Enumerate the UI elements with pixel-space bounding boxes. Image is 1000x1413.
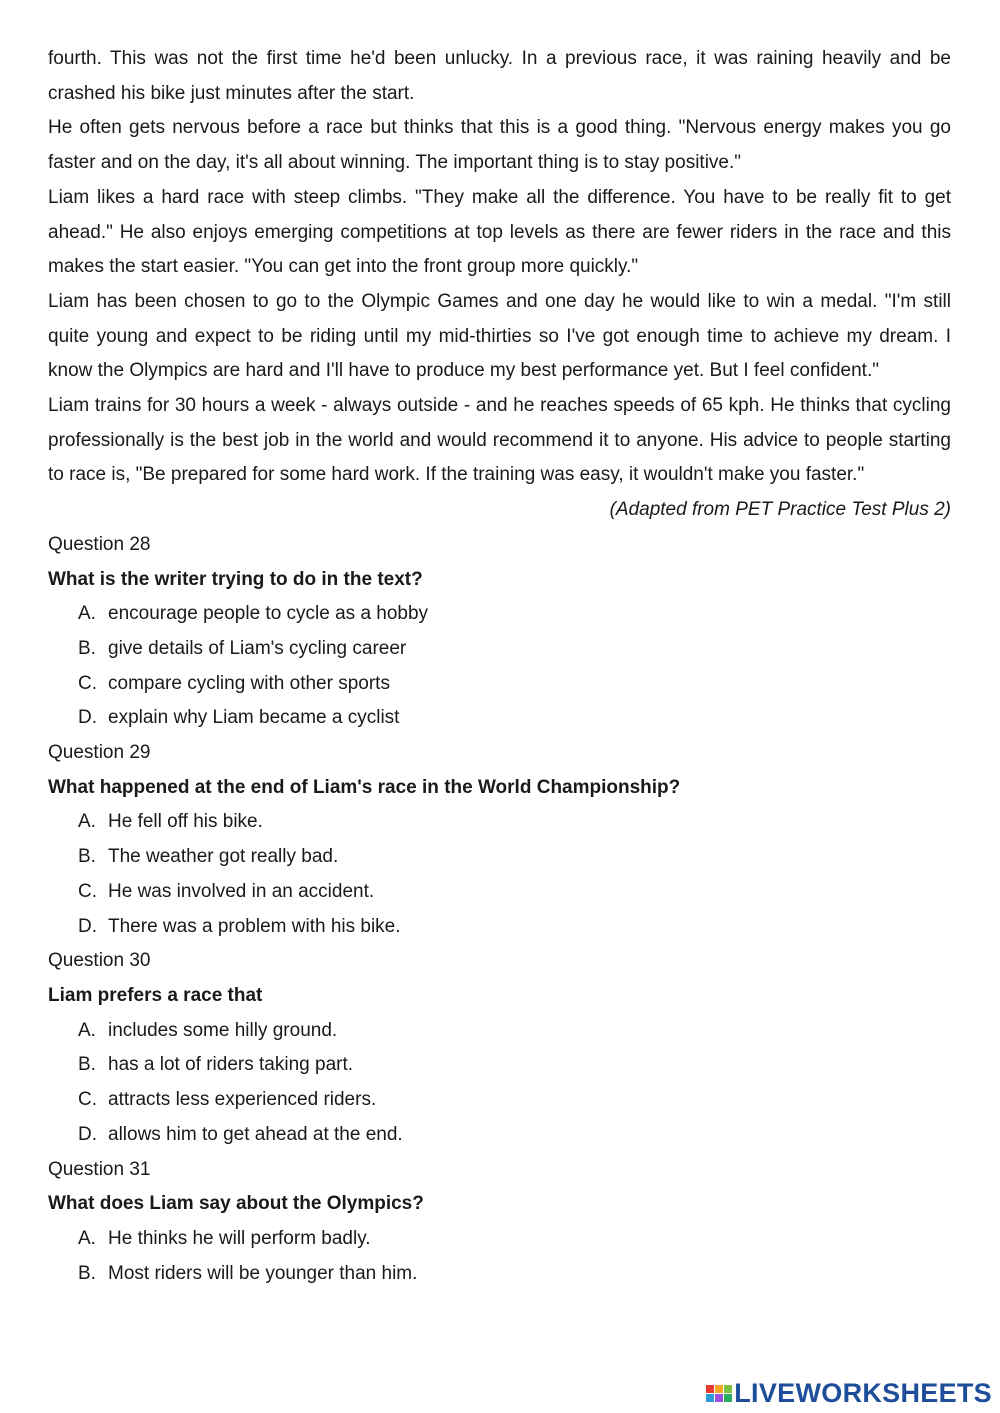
logo-text: LIVEWORKSHEETS (734, 1377, 992, 1408)
option-letter: B. (78, 1054, 96, 1076)
question-number: Question 31 (48, 1158, 151, 1180)
passage-source: (Adapted from PET Practice Test Plus 2) (609, 499, 951, 521)
question-stem: What is the writer trying to do in the text? (48, 568, 423, 590)
option-letter: A. (78, 1227, 96, 1249)
option-text: encourage people to cycle as a hobby (108, 603, 429, 625)
option-text: The weather got really bad. (108, 846, 339, 868)
passage-paragraph: Liam has been chosen to go to the Olympic Games and one day he would like to win a medal. "I'm still quite young and expect to be riding until my mid-thirties so I've got enough time to achieve my dream. I know the Olympics are hard and I'll have to produce my best performance yet. But I feel confident." (48, 290, 951, 382)
answer-option[interactable] (78, 805, 951, 840)
passage-paragraph: He often gets nervous before a race but thinks that this is a good thing. "Nervous energy makes you go faster and on the day, it's all about winning. The important thing is to stay positive." (48, 117, 951, 174)
answer-option[interactable] (78, 875, 951, 910)
question-number: Question 29 (48, 742, 151, 764)
option-text: has a lot of riders taking part. (108, 1054, 354, 1076)
option-text: give details of Liam's cycling career (108, 637, 407, 659)
logo-mark-tile (706, 1385, 714, 1393)
option-letter: D. (78, 1123, 97, 1145)
option-text: compare cycling with other sports (108, 672, 390, 694)
option-text: explain why Liam became a cyclist (108, 707, 400, 729)
option-letter: B. (78, 1262, 96, 1284)
option-letter: B. (78, 846, 96, 868)
option-text: He fell off his bike. (108, 811, 263, 833)
option-letter: D. (78, 915, 97, 937)
logo-mark-tile (724, 1394, 732, 1402)
passage-paragraph: fourth. This was not the first time he'd been unlucky. In a previous race, it was raining heavily and be crashed his bike just minutes after the start. (48, 48, 951, 104)
option-text: includes some hilly ground. (108, 1019, 338, 1041)
option-letter: C. (78, 1089, 97, 1111)
liveworksheets-logo[interactable] (706, 1377, 992, 1409)
answer-options (48, 805, 951, 944)
answer-option[interactable] (78, 701, 951, 736)
passage-paragraph: Liam likes a hard race with steep climbs. "They make all the difference. You have to be really fit to get ahead." He also enjoys emerging competitions at top levels as there are fewer riders in the race and this makes the start easier. "You can get into the front group more quickly." (48, 186, 951, 278)
answer-option[interactable] (78, 667, 951, 702)
option-letter: C. (78, 672, 97, 694)
answer-option[interactable] (78, 1048, 951, 1083)
question-stem: Liam prefers a race that (48, 984, 263, 1006)
option-letter: A. (78, 1019, 96, 1041)
logo-mark-tile (715, 1385, 723, 1393)
question-number: Question 28 (48, 533, 151, 555)
answer-option[interactable] (78, 1257, 951, 1292)
option-letter: C. (78, 880, 97, 902)
answer-option[interactable] (78, 597, 951, 632)
question-block (48, 944, 951, 1152)
answer-options (48, 597, 951, 736)
question-number: Question 30 (48, 950, 151, 972)
answer-option[interactable] (78, 632, 951, 667)
option-letter: B. (78, 637, 96, 659)
option-text: Most riders will be younger than him. (108, 1262, 418, 1284)
question-block (48, 528, 951, 736)
answer-option[interactable] (78, 1118, 951, 1153)
answer-option[interactable] (78, 840, 951, 875)
option-letter: A. (78, 811, 96, 833)
logo-mark-tile (724, 1385, 732, 1393)
option-text: allows him to get ahead at the end. (108, 1123, 403, 1145)
option-letter: A. (78, 603, 96, 625)
worksheet-page (48, 42, 951, 1291)
logo-mark-tile (715, 1394, 723, 1402)
option-text: He was involved in an accident. (108, 880, 375, 902)
answer-option[interactable] (78, 1014, 951, 1049)
logo-mark-icon (706, 1385, 732, 1402)
option-letter: D. (78, 707, 97, 729)
answer-option[interactable] (78, 1083, 951, 1118)
question-block (48, 736, 951, 944)
logo-mark-tile (706, 1394, 714, 1402)
answer-option[interactable] (78, 910, 951, 945)
question-stem: What does Liam say about the Olympics? (48, 1193, 424, 1215)
option-text: There was a problem with his bike. (108, 915, 401, 937)
answer-options (48, 1014, 951, 1153)
option-text: He thinks he will perform badly. (108, 1227, 371, 1249)
question-stem: What happened at the end of Liam's race in the World Championship? (48, 776, 681, 798)
question-block (48, 1153, 951, 1292)
passage-paragraph: Liam trains for 30 hours a week - always outside - and he reaches speeds of 65 kph. He thinks that cycling professionally is the best job in the world and would recommend it to anyone. His advice to people starting to race is, "Be prepared for some hard work. If the training was easy, it wouldn't make you faster." (48, 395, 951, 486)
answer-option[interactable] (78, 1222, 951, 1257)
answer-options (48, 1222, 951, 1291)
option-text: attracts less experienced riders. (108, 1089, 377, 1111)
